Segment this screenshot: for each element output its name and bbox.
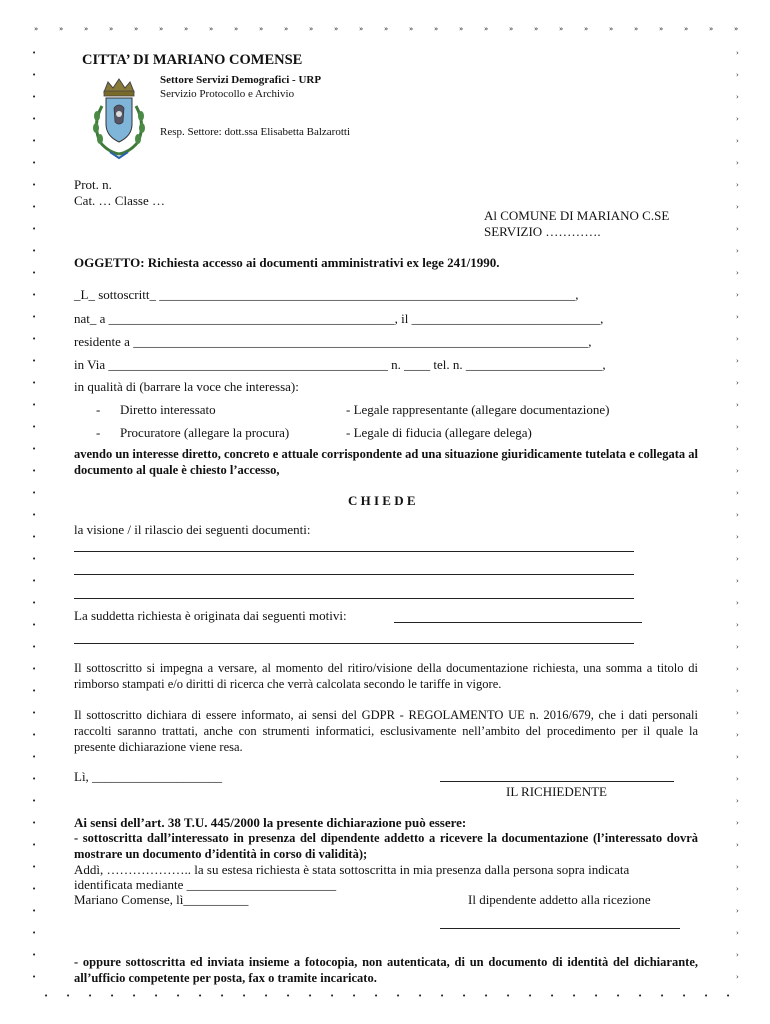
payment-commitment: Il sottoscritto si impegna a versare, al momento del ritiro/visione della documentazione richiesta, una somma a titolo di rimborso stampati e/o diritti di ricerca che verrà calcolata secondo le tariffe in vigore. <box>74 661 698 691</box>
border-dot: • <box>32 181 37 189</box>
border-dot: • <box>32 357 37 365</box>
service-name: Servizio Protocollo e Archivio <box>160 88 295 100</box>
border-dot: › <box>736 907 739 915</box>
border-dot: › <box>736 797 739 805</box>
border-dot: • <box>32 379 37 387</box>
border-dot: • <box>726 992 731 1000</box>
border-dot: • <box>32 423 37 431</box>
field-undersigned[interactable]: _L_ sottoscritt_ ________________________________________________________________, <box>74 287 579 302</box>
border-dot: • <box>32 159 37 167</box>
border-dot: » <box>434 25 439 33</box>
reasons-label: La suddetta richiesta è originata dai seguenti motivi: <box>74 608 347 623</box>
border-dot: • <box>242 992 247 1000</box>
border-dot: • <box>32 313 37 321</box>
field-birth[interactable]: nat_ a ____________________________________________, il _____________________________, <box>74 311 604 326</box>
border-dot: › <box>736 687 739 695</box>
border-dot: › <box>736 401 739 409</box>
border-dot: • <box>484 992 489 1000</box>
border-dot: » <box>259 25 264 33</box>
border-dot: › <box>736 973 739 981</box>
border-dot: • <box>88 992 93 1000</box>
field-address-phone[interactable]: in Via ___________________________________________ n. ____ tel. n. _____________________, <box>74 357 606 372</box>
border-dot: › <box>736 93 739 101</box>
reasons-line[interactable] <box>394 622 642 623</box>
border-dot: » <box>409 25 414 33</box>
border-dot: • <box>32 225 37 233</box>
border-dot: • <box>32 907 37 915</box>
border-dot: • <box>32 467 37 475</box>
border-dot: » <box>459 25 464 33</box>
border-dot: » <box>159 25 164 33</box>
sector-name: Settore Servizi Demografici - URP <box>160 74 322 86</box>
border-dot: • <box>32 665 37 673</box>
border-dot: » <box>59 25 64 33</box>
border-dot: • <box>32 555 37 563</box>
border-dot: › <box>736 533 739 541</box>
border-dot: • <box>32 775 37 783</box>
border-dot: • <box>660 992 665 1000</box>
border-dot: » <box>609 25 614 33</box>
option-trusted-lawyer[interactable]: - Legale di fiducia (allegare delega) <box>346 425 532 440</box>
border-dot: • <box>132 992 137 1000</box>
border-dot: › <box>736 665 739 673</box>
border-dot: › <box>736 885 739 893</box>
border-dot: › <box>736 929 739 937</box>
border-dot: • <box>32 511 37 519</box>
border-dot: • <box>32 577 37 585</box>
border-dot: › <box>736 863 739 871</box>
border-dot: • <box>32 71 37 79</box>
border-dot: • <box>418 992 423 1000</box>
border-dot: » <box>559 25 564 33</box>
border-dot: • <box>32 863 37 871</box>
art38-addi: Addì, ……………….. la su estesa richiesta è stata sottoscritta in mia presenza dalla persona sopra indicata <box>74 862 630 877</box>
border-dot: › <box>736 379 739 387</box>
border-dot: • <box>572 992 577 1000</box>
border-dot: › <box>736 951 739 959</box>
border-dot: • <box>32 709 37 717</box>
border-dot: › <box>736 137 739 145</box>
border-dot: • <box>32 49 37 57</box>
border-dot: • <box>220 992 225 1000</box>
applicant-label: IL RICHIEDENTE <box>506 784 607 799</box>
employee-label: Il dipendente addetto alla ricezione <box>468 892 651 907</box>
art38-identified[interactable]: identificata mediante _______________________ <box>74 877 337 892</box>
border-dot: • <box>32 533 37 541</box>
border-dot: › <box>736 115 739 123</box>
border-dot: › <box>736 467 739 475</box>
border-dot: • <box>440 992 445 1000</box>
field-residence[interactable]: residente a ______________________________________________________________________, <box>74 334 592 349</box>
quality-label: in qualità di (barrare la voce che interessa): <box>74 379 299 394</box>
border-dot: › <box>736 577 739 585</box>
border-dot: • <box>32 401 37 409</box>
border-dot: • <box>32 841 37 849</box>
border-dot: » <box>34 25 39 33</box>
border-dot: › <box>736 423 739 431</box>
border-dot: › <box>736 71 739 79</box>
border-dot: » <box>659 25 664 33</box>
border-dot: › <box>736 269 739 277</box>
interest-statement: avendo un interesse diretto, concreto e attuale corrispondente ad una situazione giuridicamente tutelata e collegata al documento al quale è chiesto l’accesso, <box>74 447 698 477</box>
category-class: Cat. … Classe … <box>74 193 165 208</box>
border-dot: • <box>704 992 709 1000</box>
border-dot: » <box>284 25 289 33</box>
border-dot: › <box>736 313 739 321</box>
border-dot: › <box>736 709 739 717</box>
border-dot: » <box>84 25 89 33</box>
border-dot: • <box>286 992 291 1000</box>
border-dot: • <box>32 137 37 145</box>
border-dot: » <box>509 25 514 33</box>
option-legal-representative[interactable]: - Legale rappresentante (allegare documentazione) <box>346 402 610 417</box>
border-dot: » <box>684 25 689 33</box>
border-dot: › <box>736 247 739 255</box>
border-dot: • <box>32 335 37 343</box>
border-dot: • <box>32 643 37 651</box>
border-dot: › <box>736 819 739 827</box>
border-dot: • <box>638 992 643 1000</box>
border-dot: » <box>734 25 739 33</box>
border-dot: • <box>32 753 37 761</box>
border-dot: › <box>736 159 739 167</box>
border-dot: • <box>32 797 37 805</box>
border-dot: • <box>32 247 37 255</box>
border-dot: • <box>32 819 37 827</box>
art38-option2: - oppure sottoscritta ed inviata insieme a fotocopia, non autenticata, di un documento di identità del dichiarante, all’ufficio competente per posta, fax o tramite incaricato. <box>74 955 698 985</box>
chiede-heading: C H I E D E <box>348 493 416 508</box>
border-dot: • <box>32 885 37 893</box>
option-direct-interested[interactable]: Diretto interessato <box>120 402 216 417</box>
border-dot: » <box>209 25 214 33</box>
border-dot: • <box>110 992 115 1000</box>
border-dot: › <box>736 225 739 233</box>
art38-title: Ai sensi dell’art. 38 T.U. 445/2000 la presente dichiarazione può essere: <box>74 815 467 830</box>
border-dot: • <box>330 992 335 1000</box>
border-dot: › <box>736 49 739 57</box>
reasons-line[interactable] <box>74 643 634 644</box>
border-dot: » <box>634 25 639 33</box>
border-dot: › <box>736 335 739 343</box>
border-dot: • <box>32 489 37 497</box>
border-dot: • <box>264 992 269 1000</box>
border-dot: • <box>154 992 159 1000</box>
border-dot: • <box>32 203 37 211</box>
border-dot: › <box>736 357 739 365</box>
border-dot: • <box>506 992 511 1000</box>
border-dot: • <box>176 992 181 1000</box>
border-dot: • <box>44 992 49 1000</box>
border-dot: • <box>32 929 37 937</box>
signature-place-date[interactable]: Lì, ____________________ <box>74 769 223 784</box>
border-dot: • <box>32 269 37 277</box>
border-dot: › <box>736 445 739 453</box>
border-dot: • <box>32 445 37 453</box>
documents-line[interactable] <box>74 551 634 552</box>
art38-mariano-date[interactable]: Mariano Comense, lì__________ <box>74 892 249 907</box>
border-dot: › <box>736 291 739 299</box>
documents-line[interactable] <box>74 598 634 599</box>
border-dot: › <box>736 599 739 607</box>
border-dot: • <box>594 992 599 1000</box>
border-dot: » <box>384 25 389 33</box>
border-dot: » <box>484 25 489 33</box>
option-dash: - <box>96 425 101 440</box>
border-dot: » <box>359 25 364 33</box>
recipient-line1: Al COMUNE DI MARIANO C.SE <box>484 208 670 223</box>
border-dot: › <box>736 181 739 189</box>
border-dot: » <box>309 25 314 33</box>
border-dot: • <box>352 992 357 1000</box>
border-dot: • <box>374 992 379 1000</box>
border-dot: › <box>736 555 739 563</box>
border-dot: • <box>32 687 37 695</box>
city-title: CITTA’ DI MARIANO COMENSE <box>82 52 303 68</box>
border-dot: • <box>198 992 203 1000</box>
border-dot: › <box>736 203 739 211</box>
border-dot: » <box>534 25 539 33</box>
city-crest-icon <box>86 76 152 162</box>
option-dash: - <box>96 402 101 417</box>
border-dot: » <box>109 25 114 33</box>
border-dot: • <box>616 992 621 1000</box>
option-attorney[interactable]: Procuratore (allegare la procura) <box>120 425 290 440</box>
border-dot: › <box>736 841 739 849</box>
sector-responsible: Resp. Settore: dott.ssa Elisabetta Balzarotti <box>160 126 351 138</box>
border-dot: » <box>184 25 189 33</box>
border-dot: • <box>32 973 37 981</box>
border-dot: • <box>66 992 71 1000</box>
employee-signature-line[interactable] <box>440 928 680 929</box>
border-dot: • <box>32 93 37 101</box>
documents-label: la visione / il rilascio dei seguenti documenti: <box>74 522 311 537</box>
border-dot: › <box>736 621 739 629</box>
border-dot: › <box>736 489 739 497</box>
border-dot: • <box>32 291 37 299</box>
border-dot: » <box>134 25 139 33</box>
border-dot: • <box>308 992 313 1000</box>
protocol-number: Prot. n. <box>74 177 112 192</box>
border-dot: • <box>550 992 555 1000</box>
border-dot: • <box>462 992 467 1000</box>
subject: OGGETTO: Richiesta accesso ai documenti amministrativi ex lege 241/1990. <box>74 255 500 270</box>
documents-line[interactable] <box>74 574 634 575</box>
border-dot: › <box>736 643 739 651</box>
border-dot: • <box>32 115 37 123</box>
border-dot: • <box>32 599 37 607</box>
border-dot: • <box>32 621 37 629</box>
border-dot: » <box>334 25 339 33</box>
border-dot: • <box>528 992 533 1000</box>
border-dot: » <box>709 25 714 33</box>
border-dot: • <box>32 731 37 739</box>
art38-option1: - sottoscritta dall’interessato in presenza del dipendente addetto a ricevere la documentazione (l’interessato dovrà mostrare un documento d’identità in corso di validità); <box>74 831 698 861</box>
border-dot: › <box>736 511 739 519</box>
border-dot: » <box>584 25 589 33</box>
signature-line[interactable] <box>440 781 674 782</box>
recipient-line2: SERVIZIO …………. <box>484 224 601 239</box>
border-dot: • <box>32 951 37 959</box>
border-dot: » <box>234 25 239 33</box>
border-dot: • <box>682 992 687 1000</box>
border-dot: › <box>736 731 739 739</box>
border-dot: › <box>736 753 739 761</box>
privacy-statement: Il sottoscritto dichiara di essere informato, ai sensi del GDPR - REGOLAMENTO UE n. 2016/679, che i dati personali raccolti saranno trattati, anche con strumenti informatici, esclusivamente nell’ambito del procedimento per il quale la presente dichiarazione viene resa. <box>74 708 698 754</box>
border-dot: › <box>736 775 739 783</box>
border-dot: • <box>396 992 401 1000</box>
